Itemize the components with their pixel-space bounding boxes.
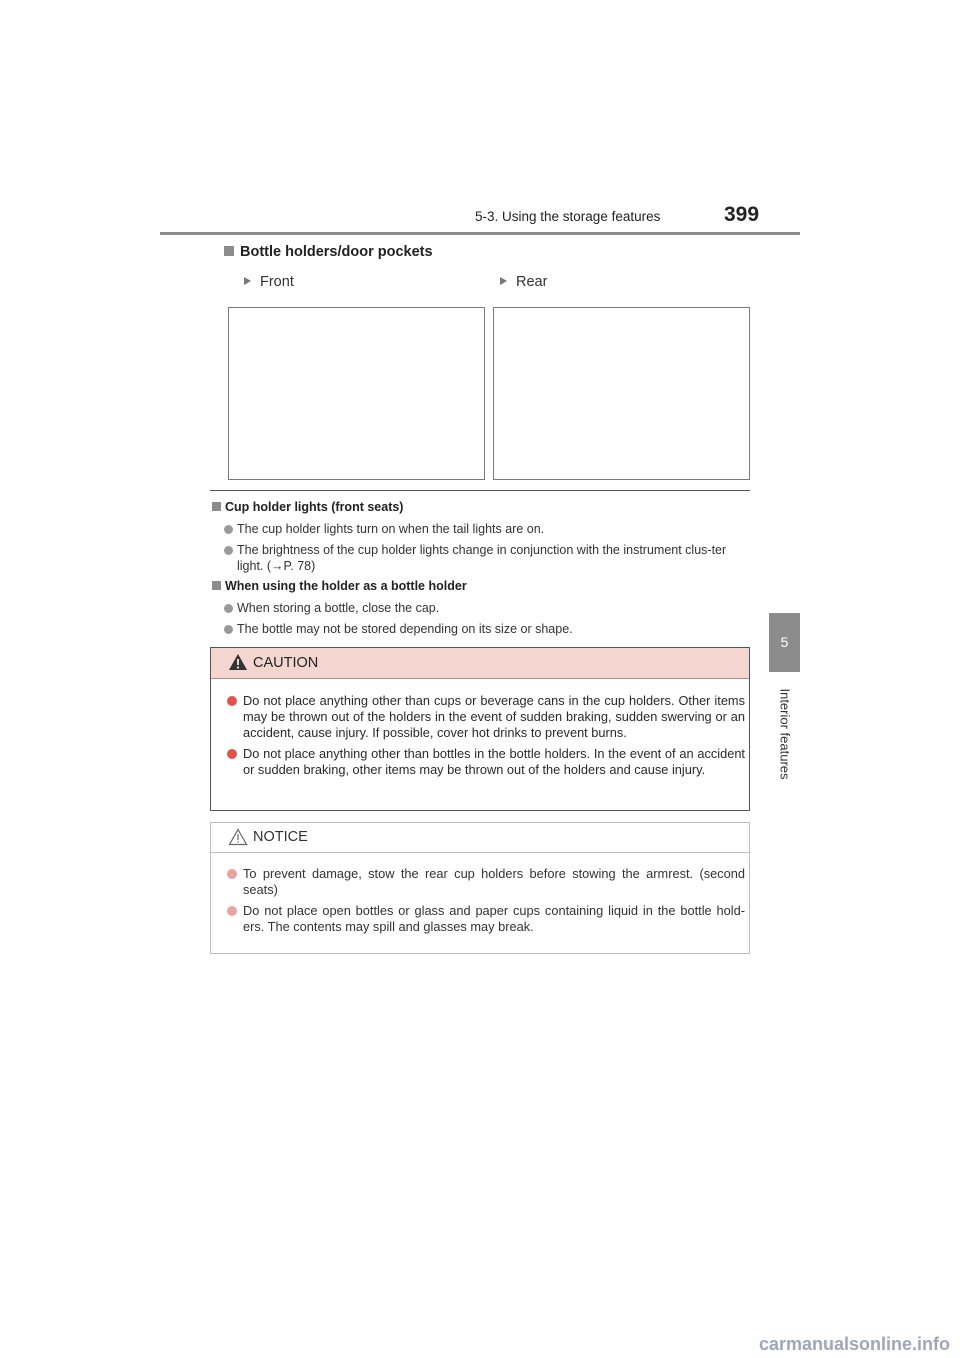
figure-front <box>228 307 485 480</box>
circle-bullet-icon <box>227 869 237 879</box>
caution-item: Do not place anything other than cups or beverage cans in the cup holders. Other items may be thrown out of the holders in the event of sudden braking, sudden swerving or an accident, cause injury. If possible, cover hot drinks to prevent burns. <box>227 693 745 741</box>
note-bullet: When storing a bottle, close the cap. <box>224 600 744 616</box>
chapter-tab-title: Interior features <box>777 688 792 780</box>
note-bullet: The cup holder lights turn on when the tail lights are on. <box>224 521 744 537</box>
notice-item: To prevent damage, stow the rear cup holders before stowing the armrest. (second seats) <box>227 866 745 898</box>
section-title-text: Bottle holders/door pockets <box>240 244 433 260</box>
caution-header <box>211 648 749 679</box>
caution-item: Do not place anything other than bottles in the bottle holders. In the event of an accident or sudden braking, other items may be thrown out of the holders and cause injury. <box>227 746 745 778</box>
notice-item: Do not place open bottles or glass and paper cups containing liquid in the bottle hold-ers. The contents may spill and glasses may break. <box>227 903 745 935</box>
notice-title: NOTICE <box>253 829 308 845</box>
chapter-tab-number: 5 <box>769 613 800 672</box>
circle-bullet-icon <box>227 749 237 759</box>
page-number: 399 <box>724 203 760 226</box>
notice-header <box>211 823 749 853</box>
square-bullet-icon <box>212 502 221 511</box>
circle-bullet-icon <box>224 525 233 534</box>
figure-label-front-text: Front <box>260 274 294 290</box>
circle-bullet-icon <box>224 604 233 613</box>
warning-triangle-outline-icon <box>228 828 248 846</box>
note-heading: When using the holder as a bottle holder <box>212 579 467 593</box>
circle-bullet-icon <box>224 546 233 555</box>
chapter-tab-label <box>769 672 800 802</box>
note-bullet: The brightness of the cup holder lights change in conjunction with the instrument clus-ter light. (→P. 78) <box>224 542 749 574</box>
figure-label-front <box>244 274 294 290</box>
caution-title: CAUTION <box>253 655 319 671</box>
square-bullet-icon <box>212 581 221 590</box>
figure-rear <box>493 307 750 480</box>
header-rule <box>160 232 800 235</box>
note-heading: Cup holder lights (front seats) <box>212 500 403 514</box>
circle-bullet-icon <box>227 696 237 706</box>
square-bullet-icon <box>224 246 234 256</box>
notice-box <box>210 822 750 954</box>
warning-triangle-icon <box>228 653 248 671</box>
triangle-pointer-icon <box>500 277 507 285</box>
triangle-pointer-icon <box>244 277 251 285</box>
figure-label-rear-text: Rear <box>516 274 548 290</box>
running-header-section: 5-3. Using the storage features <box>475 209 661 224</box>
caution-box <box>210 647 750 811</box>
note-bullet: The bottle may not be stored depending on its size or shape. <box>224 621 744 637</box>
watermark-text: carmanualsonline.info <box>758 1334 950 1354</box>
section-divider <box>210 490 750 491</box>
section-title <box>224 244 433 260</box>
circle-bullet-icon <box>224 625 233 634</box>
figure-label-rear <box>500 274 547 290</box>
circle-bullet-icon <box>227 906 237 916</box>
